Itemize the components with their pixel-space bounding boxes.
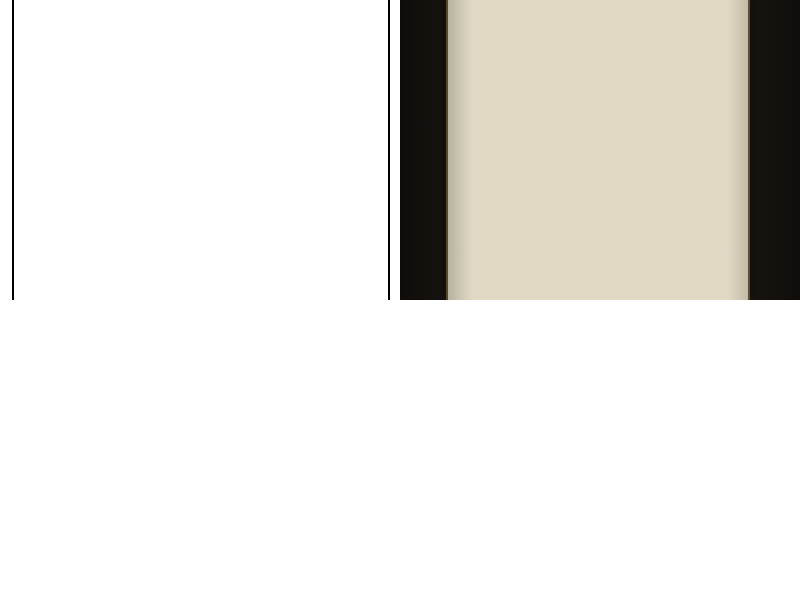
menu-board: [446, 0, 750, 300]
menu-page-seafood-right: [400, 300, 800, 600]
menu-border: [12, 0, 390, 300]
menu-board-photo: [400, 0, 800, 300]
menu-page-appetizers: [0, 0, 400, 300]
menu-page-seafood-left: [0, 300, 400, 600]
